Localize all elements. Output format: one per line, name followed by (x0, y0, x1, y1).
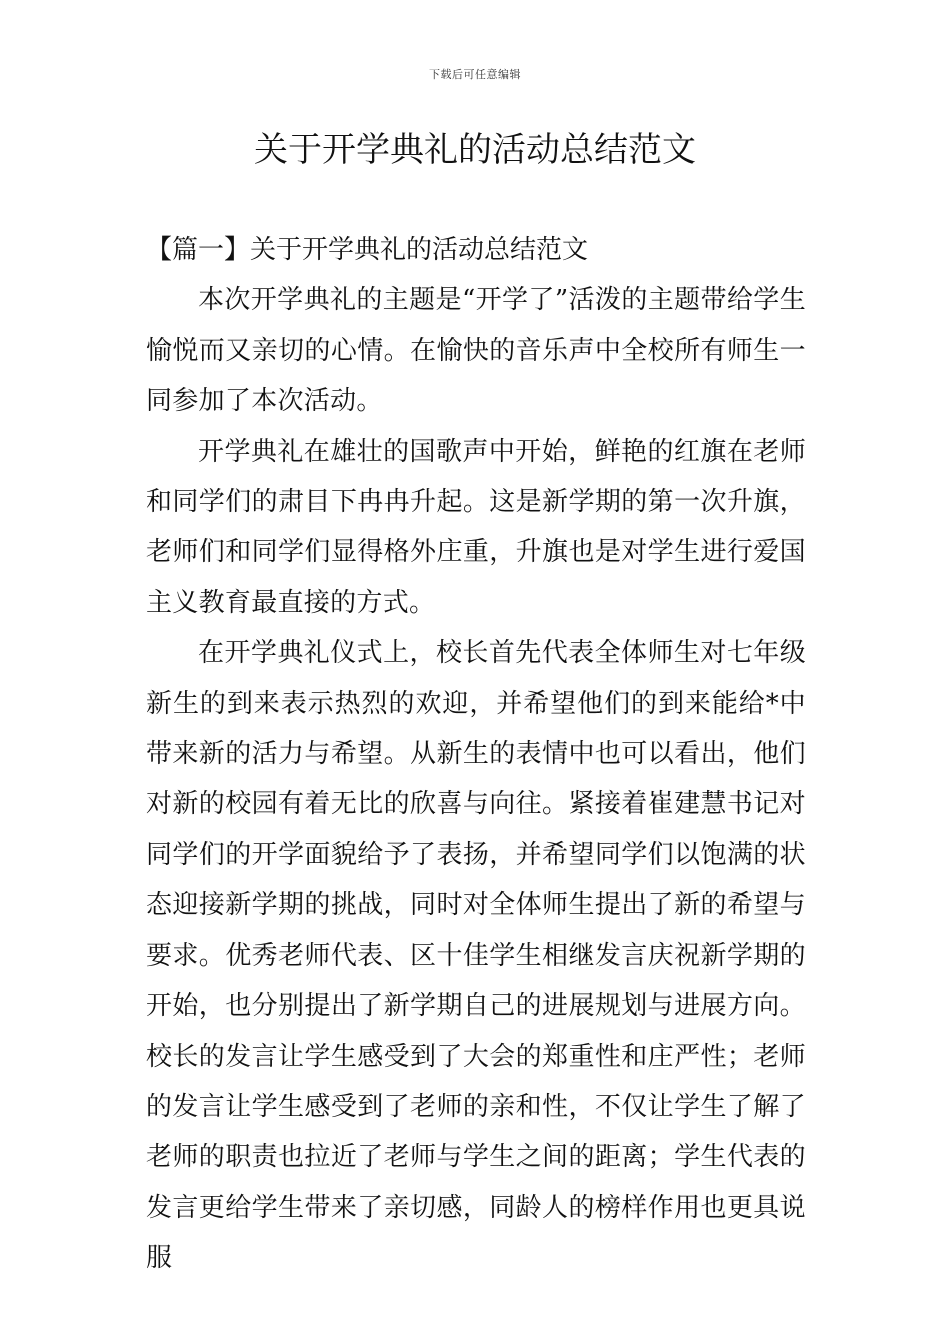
header-note: 下载后可任意编辑 (429, 68, 521, 81)
paragraph-3: 在开学典礼仪式上，校长首先代表全体师生对七年级新生的到来表示热烈的欢迎，并希望他们的到来能给*中带来新的活力与希望。从新生的表情中也可以看出，他们对新的校园有着无比的欣喜与向往。紧接着崔建慧书记对同学们的开学面貌给予了表扬，并希望同学们以饱满的状态迎接新学期的挑战，同时对全体师生提出了新的希望与要求。优秀老师代表、区十佳学生相继发言庆祝新学期的开始，也分别提出了新学期自己的进展规划与进展方向。校长的发言让学生感受到了大会的郑重性和庄严性；老师的发言让学生感受到了老师的亲和性，不仅让学生了解了老师的职责也拉近了老师与学生之间的距离；学生代表的发言更给学生带来了亲切感，同龄人的榜样作用也更具说服 (146, 638, 806, 1274)
document-title: 关于开学典礼的活动总结范文 (254, 130, 696, 170)
document-body (146, 225, 806, 1284)
section-heading: 【篇一】关于开学典礼的活动总结范文 (146, 235, 589, 265)
paragraph-1: 本次开学典礼的主题是“开学了”活泼的主题带给学生愉悦而又亲切的心情。在愉快的音乐声中全校所有师生一同参加了本次活动。 (146, 285, 806, 417)
paragraph-2: 开学典礼在雄壮的国歌声中开始，鲜艳的红旗在老师和同学们的肃目下冉冉升起。这是新学期的第一次升旗，老师们和同学们显得格外庄重，升旗也是对学生进行爱国主义教育最直接的方式。 (146, 436, 806, 618)
